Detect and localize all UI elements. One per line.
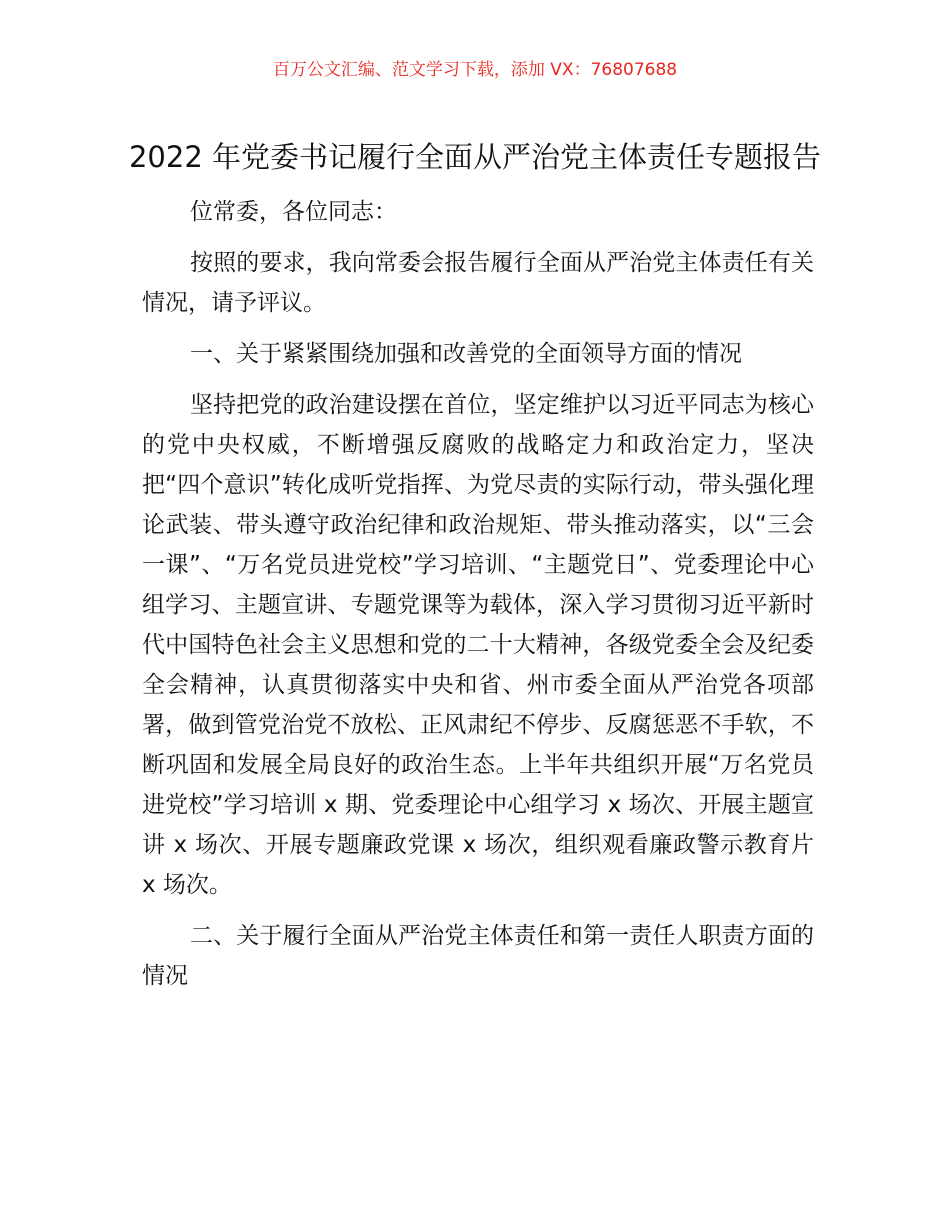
document-title: 2022 年党委书记履行全面从严治党主体责任专题报告 — [128, 140, 822, 175]
section-heading-1: 一、关于紧紧围绕加强和改善党的全面领导方面的情况 — [190, 341, 742, 367]
body-paragraph: 坚持把党的政治建设摆在首位，坚定维护以习近平同志为核心的党中央权威，不断增强反腐败的战略定力和政治定力，坚决把“四个意识”转化成听党指挥、为党尽责的实际行动，带头强化理论武装、带头遵守政治纪律和政治规矩、带头推动落实，以“三会一课”、“万名党员进党校”学习培训、“主题党日”、党委理论中心组学习、主题宣讲、专题党课等为载体，深入学习贯彻习近平新时代中国特色社会主义思想和党的二十大精神，各级党委全会及纪委全会精神，认真贯彻落实中央和省、州市委全面从严治党各项部署，做到管党治党不放松、正风肃纪不停步、反腐惩恶不手软，不断巩固和发展全局良好的政治生态。上半年共组织开展“万名党员进党校”学习培训 x 期、党委理论中心组学习 x 场次、开展主题宣讲 x 场次、开展专题廉政党课 x 场次，组织观看廉政警示教育片 x 场次。 — [142, 392, 814, 898]
document-body — [142, 192, 814, 1007]
section-heading-2: 二、关于履行全面从严治党主体责任和第一责任人职责方面的情况 — [142, 923, 814, 989]
intro-paragraph: 按照的要求，我向常委会报告履行全面从严治党主体责任有关情况，请予评议。 — [142, 250, 814, 316]
header-watermark-note: 百万公文汇编、范文学习下载，添加 VX：76807688 — [272, 60, 678, 80]
salutation: 位常委，各位同志： — [190, 199, 397, 225]
